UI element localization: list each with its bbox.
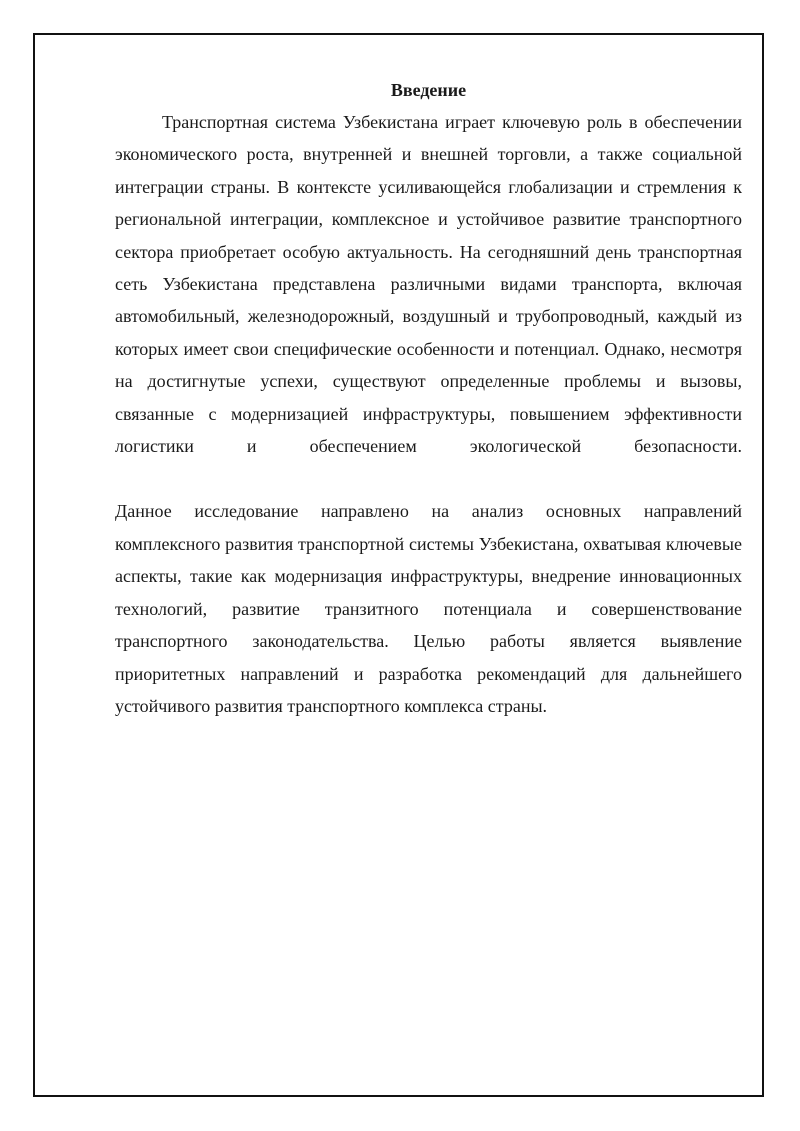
document-body [115, 70, 742, 722]
paragraph-spacer [115, 462, 742, 495]
document-title: Введение [390, 80, 467, 100]
paragraph-2: Данное исследование направлено на анализ основных направлений комплексного развития транспортной системы Узбекистана, охватывая ключевые аспекты, такие как модернизация инфраструктуры, внедрение инновационных технологий, развитие транзитного потенциала и совершенствование транспортного законодательства. Целью работы является выявление приоритетных направлений и разработка рекомендаций для дальнейшего устойчивого развития транспортного комплекса страны. [115, 501, 742, 716]
paragraph-1: Транспортная система Узбекистана играет ключевую роль в обеспечении экономического роста, внутренней и внешней торговли, а также социальной интеграции страны. В контексте усиливающейся глобализации и стремления к региональной интеграции, комплексное и устойчивое развитие транспортного сектора приобретает особую актуальность. На сегодняшний день транспортная сеть Узбекистана представлена различными видами транспорта, включая автомобильный, железнодорожный, воздушный и трубопроводный, каждый из которых имеет свои специфические особенности и потенциал. Однако, несмотря на достигнутые успехи, существуют определенные проблемы и вызовы, связанные с модернизацией инфраструктуры, повышением эффективности логистики и обеспечением экологической безопасности. [115, 112, 742, 457]
